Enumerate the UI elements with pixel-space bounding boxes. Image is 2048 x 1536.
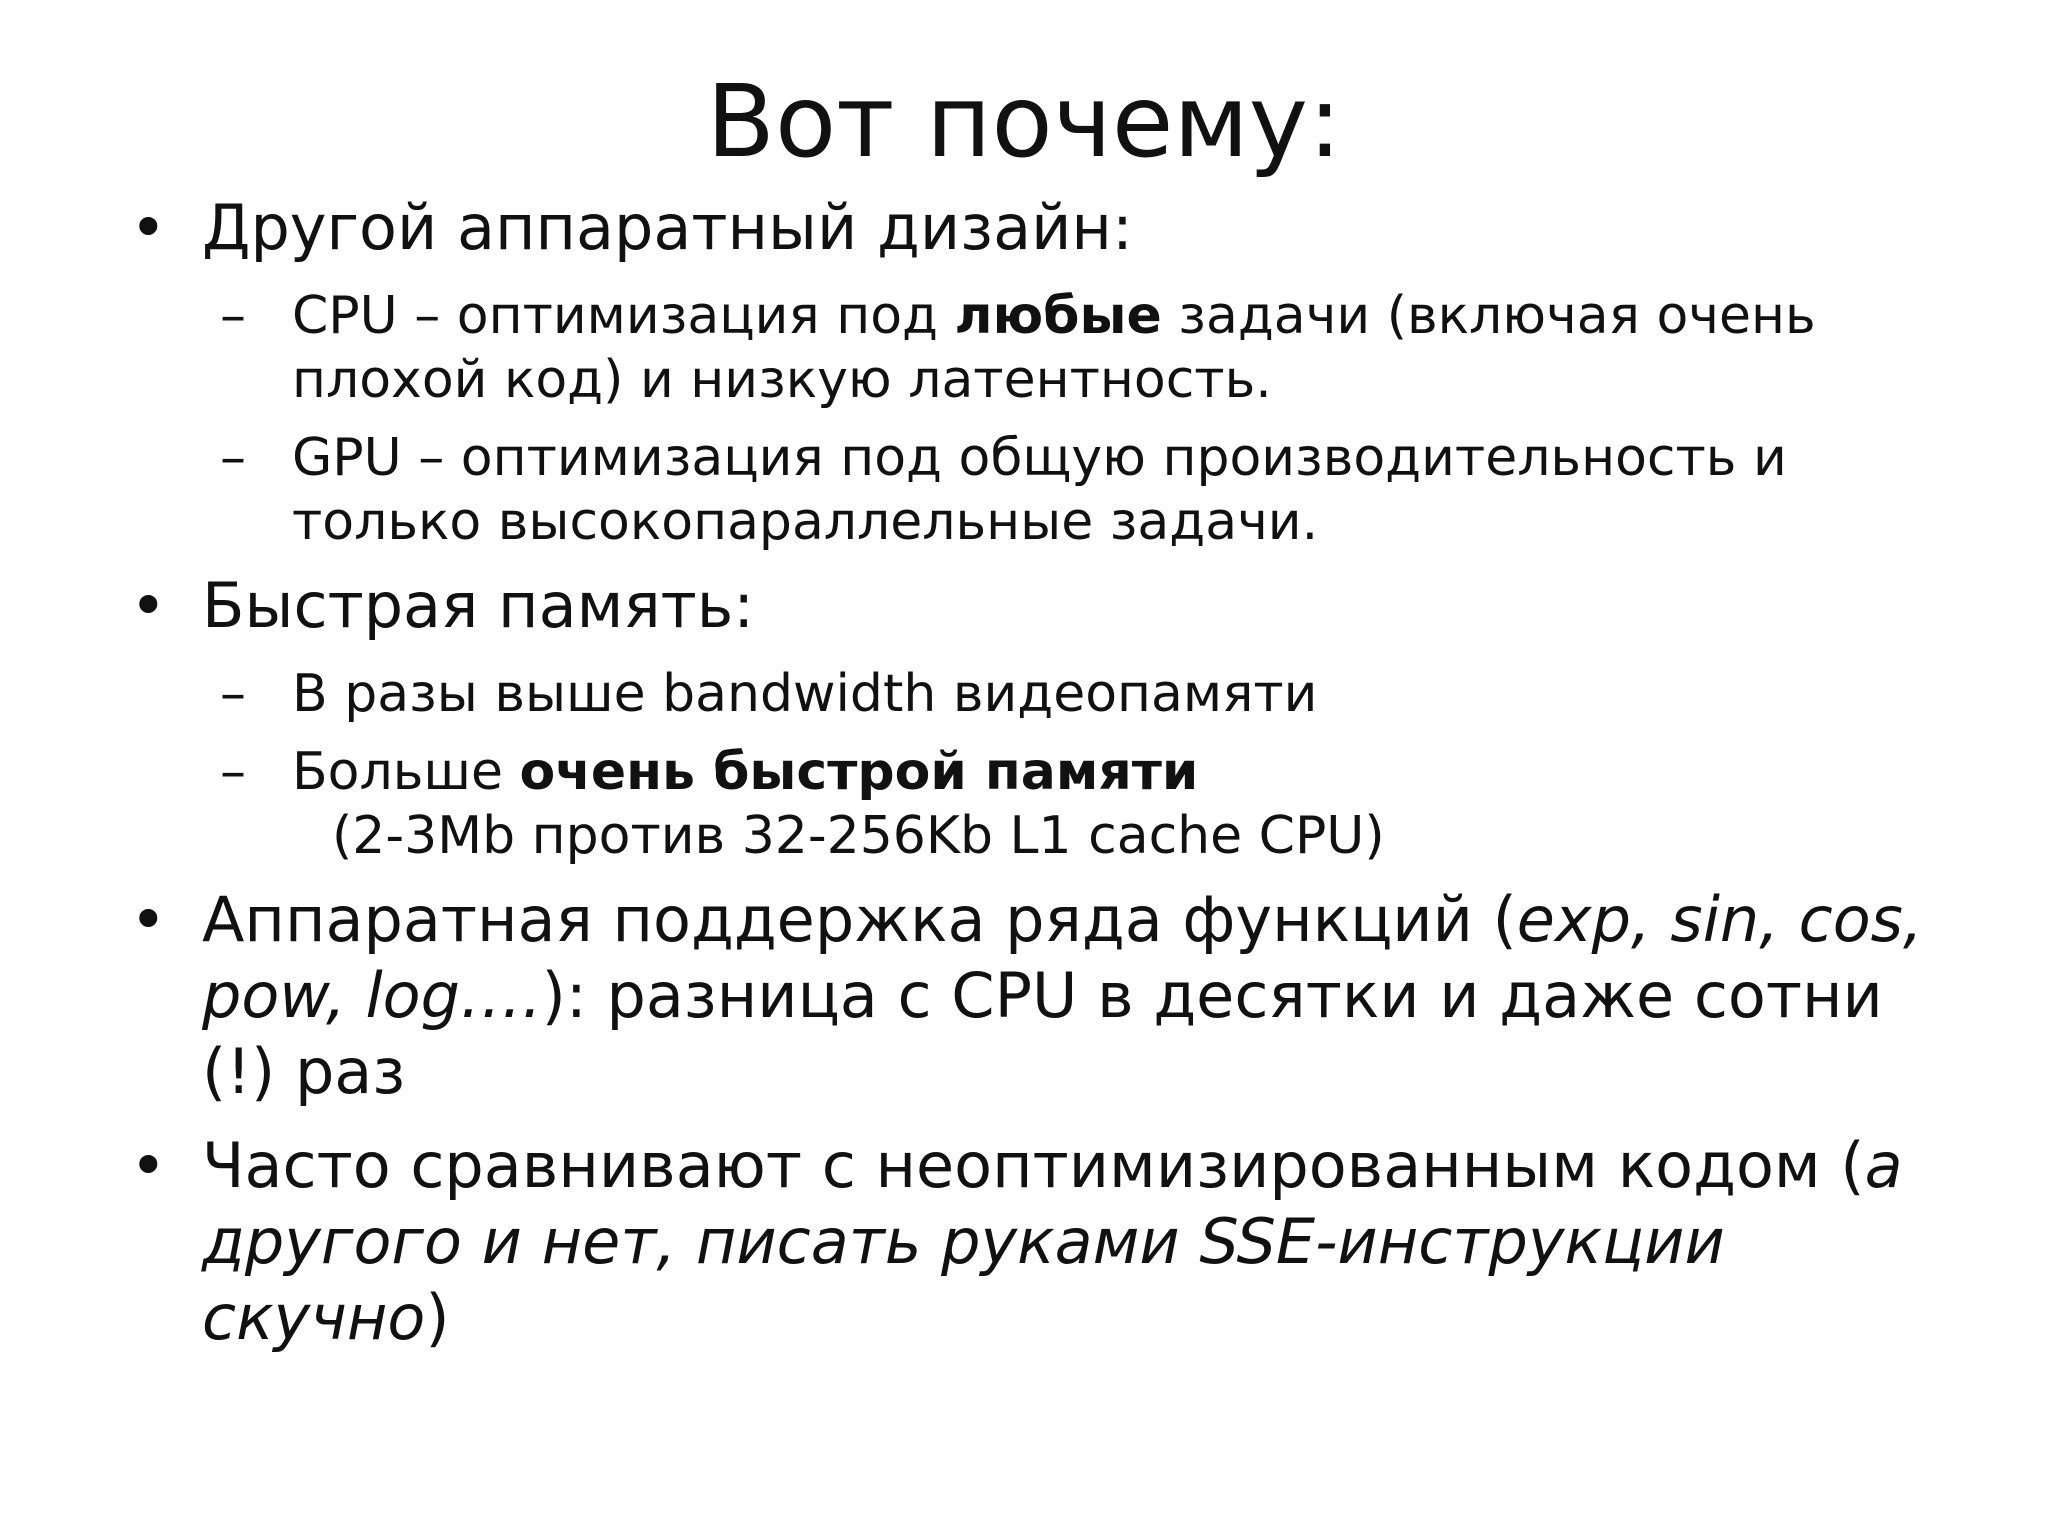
bullet-code-prefix: Часто сравнивают с неоптимизированным кодом ( — [202, 1129, 1865, 1202]
bullet-text: Другой аппаратный дизайн: — [202, 191, 1133, 264]
bullet-hardware-design — [130, 190, 1930, 266]
subbullet-gpu-text: GPU – оптимизация под общую производительность и только высокопараллельные задачи. — [292, 428, 1787, 552]
subbullet-memory-prefix: Больше — [292, 742, 520, 802]
dash-marker: – — [220, 286, 246, 346]
bullet-list — [130, 190, 1930, 1374]
subbullet-bandwidth-text: В разы выше bandwidth видеопамяти — [292, 664, 1318, 724]
subbullet-memory-bold: очень быстрой памяти — [519, 742, 1199, 802]
bullet-marker: • — [130, 569, 167, 642]
bullet-marker: • — [130, 191, 167, 264]
bullet-marker: • — [130, 1129, 167, 1202]
bullet-hardware-functions — [130, 882, 1930, 1110]
subbullet-cpu-prefix: CPU – оптимизация под — [292, 286, 955, 346]
subbullet-cpu — [130, 284, 1930, 412]
subbullet-memory-line2: (2-3Mb против 32-256Kb L1 cache CPU) — [332, 806, 1385, 866]
dash-marker: – — [220, 664, 246, 724]
bullet-code-italic: а другого и нет, писать руками SSE-инструкции скучно — [202, 1129, 1903, 1354]
slide-title: Вот почему: — [706, 63, 1342, 180]
bullet-functions-prefix: Аппаратная поддержка ряда функций ( — [202, 883, 1517, 956]
subbullet-bandwidth — [130, 662, 1930, 726]
bullet-text: Быстрая память: — [202, 569, 755, 642]
bullet-code-suffix: ) — [425, 1281, 450, 1354]
subbullet-cpu-bold: любые — [954, 286, 1162, 346]
dash-marker: – — [220, 428, 246, 488]
bullet-functions-suffix: ): разница с CPU в десятки и даже сотни (!) раз — [202, 959, 1883, 1108]
dash-marker: – — [220, 742, 246, 802]
bullet-fast-memory — [130, 568, 1930, 644]
subbullet-gpu — [130, 426, 1930, 554]
bullet-marker: • — [130, 883, 167, 956]
bullet-unoptimized-code — [130, 1128, 1930, 1356]
subbullet-fast-memory-size — [130, 740, 1930, 868]
subbullet-cpu-suffix: задачи (включая очень плохой код) и низкую латентность. — [292, 286, 1816, 410]
bullet-functions-italic: exp, sin, cos, pow, log…. — [202, 883, 1923, 1032]
